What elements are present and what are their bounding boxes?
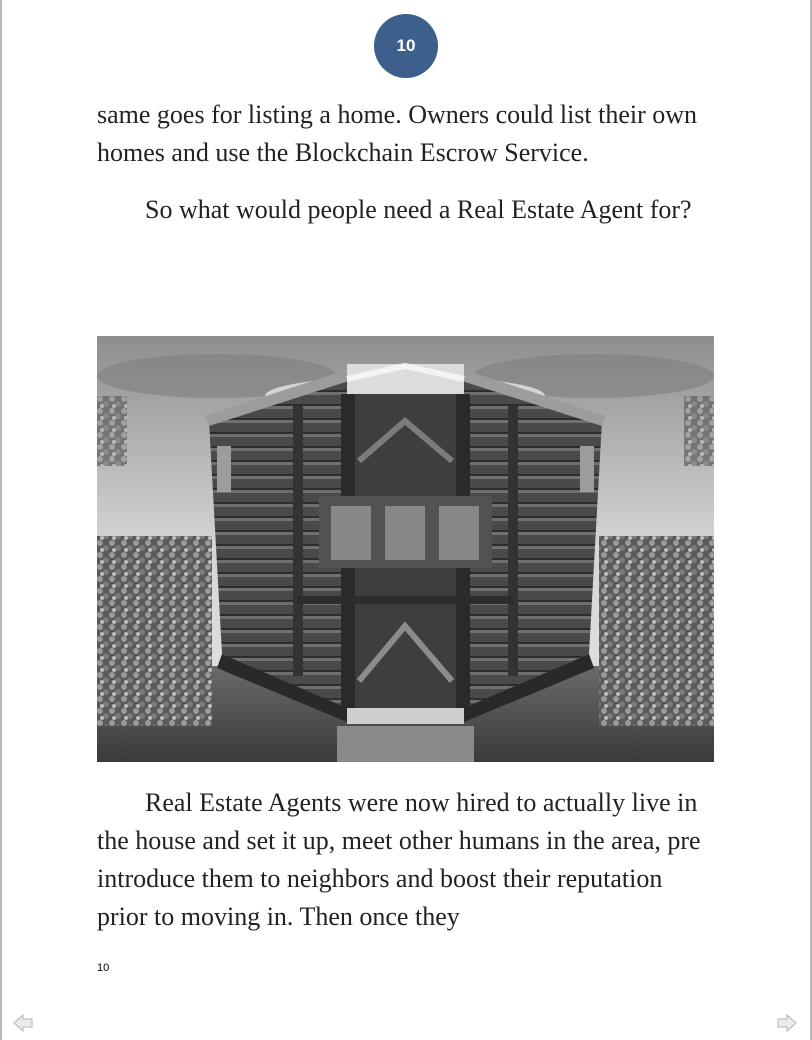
arrow-left-icon[interactable] — [12, 1013, 34, 1033]
paragraph-2: So what would people need a Real Estate Agent for? — [145, 195, 692, 224]
arrow-right-icon[interactable] — [776, 1013, 798, 1033]
footer-page-number: 10 — [97, 962, 110, 974]
paragraph-1: same goes for listing a home. Owners could list their own homes and use the Blockchain Escrow Service. — [97, 100, 698, 167]
paragraph-3: Real Estate Agents were now hired to actually live in the house and set it up, meet other humans in the area, pre introduce them to neighbors and boost their reputation prior to moving in. Then once they — [97, 788, 701, 931]
page-border-left — [0, 0, 2, 1040]
page-number-badge: 10 — [374, 14, 438, 78]
mirrored-house-photo — [97, 336, 714, 762]
